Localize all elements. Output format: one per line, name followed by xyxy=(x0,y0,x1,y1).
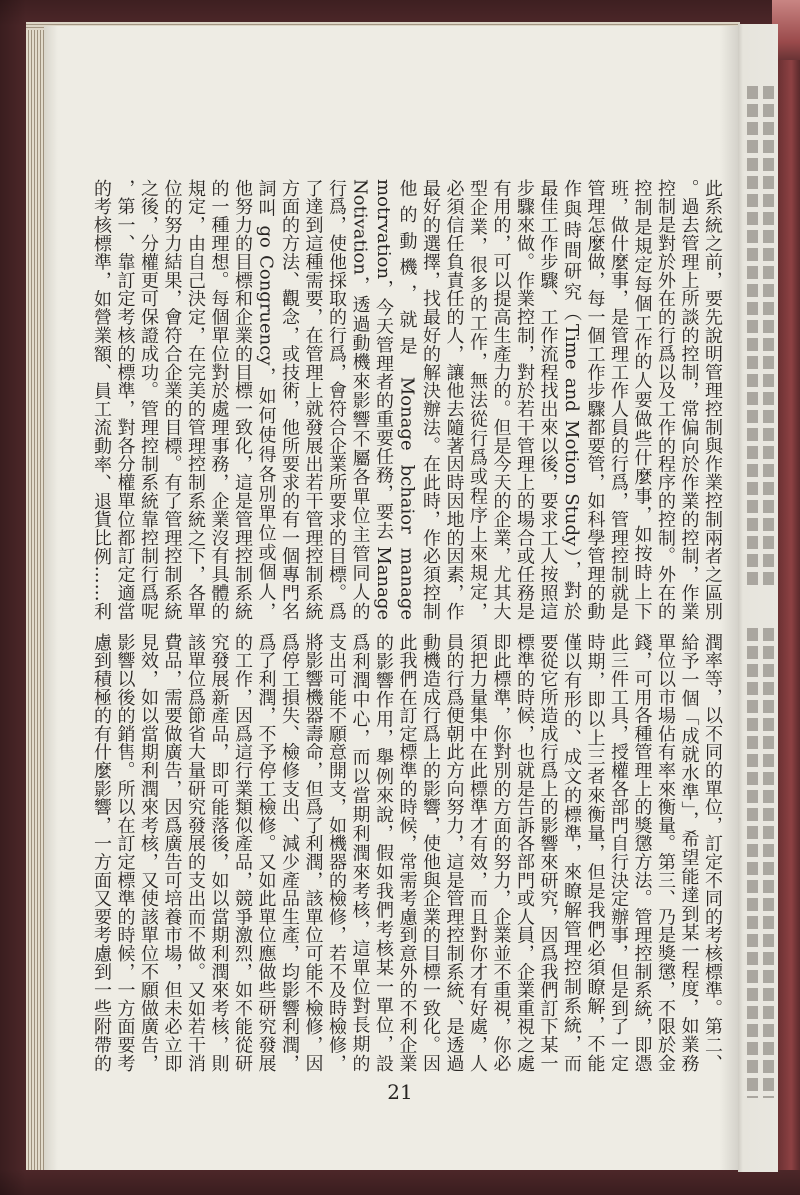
text-column: 位的努力結果，會符合企業的目標。有了管理控制系統 xyxy=(161,179,183,620)
text-column: 詞叫 go Congruency，如何使得各別單位或個人， xyxy=(255,179,277,620)
text-column: 此我們在訂定標準的時候，常需考慮到意外的不利企業 xyxy=(396,633,418,1072)
text-column: 必須信任負責任的人，讓他去隨著因時因地的因素，作 xyxy=(443,179,465,620)
text-column: motrvation，今天管理者的重要任務，要去 Manage xyxy=(373,179,394,620)
text-column: 須把力量集中在此標準才有效，而且對你才有好處，人 xyxy=(467,633,488,1072)
page-number: 21 xyxy=(387,1080,413,1104)
text-column: 有用的，可以提高生產力的。但是今天的企業，尤其大 xyxy=(490,179,512,620)
text-column: 班，做什麼事，是管理工作人員的行爲，管理控制就是 xyxy=(608,179,629,620)
text-column: 此三件工具，授權各部門自行決定辦事，但是到了一定 xyxy=(608,633,629,1072)
text-column: 的一種理想。每個單位對於處理事務，企業沒有具體的 xyxy=(208,179,230,620)
cover-right-edge xyxy=(778,60,800,1170)
text-column: 的工作，因爲這行業類似產品，競爭激烈，如不能從研 xyxy=(232,633,253,1072)
text-column: 該單位爲節省大量研究發展的支出而不做。又如若干消 xyxy=(185,633,206,1072)
text-column: 步驟來做。作業控制，對於若干管理上的場合或任務是 xyxy=(514,179,535,620)
text-column: 。過去管理上所談的控制，常偏向於作業的控制，作業 xyxy=(678,179,700,620)
text-column: 將影響機器壽命，但爲了利潤，該單位可能不檢修，因 xyxy=(302,633,324,1072)
text-column: 僅以有形的、成文的標準，來瞭解管理控制系統，而 xyxy=(561,633,582,1072)
text-column: 的影響作用，舉例來說，假如我們考核某一單位，設 xyxy=(373,633,394,1072)
facing-page-edge xyxy=(738,24,778,1172)
text-column: 作與時間研究（Time and Motion Study），對於 xyxy=(561,179,582,620)
text-column: 控制是規定每個工作的人要做些什麼事，如按時上下 xyxy=(631,179,653,620)
top-text-block xyxy=(89,179,724,620)
facing-page-text-fragment xyxy=(744,86,776,586)
text-column: 他努力的目標和企業的目標一致化，這是管理控制系統 xyxy=(232,179,253,620)
text-column: 單位以市場佔有率來衡量。第三、乃是獎懲，不限於金 xyxy=(655,633,676,1072)
bottom-text-block xyxy=(89,633,724,1072)
text-column: 此系統之前，要先說明管理控制與作業控制兩者之區別 xyxy=(702,179,723,620)
text-column: 費品，需要做廣告，因爲廣告可培養市場，但未必立即 xyxy=(161,633,183,1072)
text-column: 控制是對於外在的行爲以及工作的程序的控制。外在的 xyxy=(655,179,676,620)
text-column: 行爲，使他採取的行爲，會符合企業所要求的目標。爲 xyxy=(326,179,347,620)
text-column: Notivation，透過動機來影響不屬各單位主管同人的 xyxy=(349,179,371,620)
text-column: 給予一個「成就水準」，希望能達到某一程度，如業務 xyxy=(678,633,700,1072)
text-column: 究發展新產品，即可能落後，如以當期利潤來考核，則 xyxy=(208,633,230,1072)
facing-page-text-fragment xyxy=(744,628,776,1098)
text-column: 規定，由自己決定，在完美的管理控制系統之下，各單 xyxy=(185,179,206,620)
text-column: 型企業，很多的工作，無法從行爲或程序上來規定， xyxy=(467,179,488,620)
text-column: 爲利潤中心，而以當期利潤來考核，這單位對長期的 xyxy=(349,633,371,1072)
text-column: 錢，可用各種管理上的獎懲方法。管理控制系統，即憑 xyxy=(631,633,653,1072)
text-column: 爲停工損失、檢修支出、減少產品生產，均影響利潤， xyxy=(279,633,300,1072)
text-column: 支出可能不願意開支，如機器的檢修，若不及時檢修， xyxy=(326,633,347,1072)
text-column: 他的動機，就是 Monage bchaior manage xyxy=(396,179,418,620)
text-column: 見效，如以當期利潤來考核，又使該單位不願做廣告， xyxy=(138,633,159,1072)
text-column: 的考核標準，如營業額、員工流動率、退貨比例……利 xyxy=(91,179,112,620)
text-column: 潤率等，以不同的單位，訂定不同的考核標準。第二、 xyxy=(702,633,723,1072)
text-column: 慮到積極的有什麼影響，一方面又要考慮到一些附帶的 xyxy=(91,633,112,1072)
text-column: 標準的時候，也就是告訴各部門或人員，企業重視之處 xyxy=(514,633,535,1072)
text-column: 之後，分權更可保證成功。管理控制系統靠控制行爲呢 xyxy=(138,179,159,620)
text-column: 員的行爲便朝此方向努力，這是管理控制系統、是透過 xyxy=(443,633,465,1072)
text-column: 方面的方法、觀念，或技術，他所要求的有一個專門名 xyxy=(279,179,300,620)
text-column: 最好的選擇，找最好的解決辦法。在此時，作必須控制 xyxy=(420,179,441,620)
text-column: 即此標準，你對別的方面的努力，企業並不重視，你必 xyxy=(490,633,512,1072)
page-edges xyxy=(26,30,46,1170)
text-column: 時期，即以上三者來衡量，但是我們必須瞭解，不能 xyxy=(584,633,606,1072)
text-column: ，第一、靠訂定考核的標準，對各分權單位都訂定適當 xyxy=(114,179,136,620)
text-column: 動機造成行爲上的影響，使他與企業的目標一致化。因 xyxy=(420,633,441,1072)
text-column: 管理怎麼做，每一個工作步驟都要管，如科學管理的動 xyxy=(584,179,606,620)
text-column: 影響以後的銷售。所以在訂定標準的時候，一方面要考 xyxy=(114,633,136,1072)
text-column: 爲了利潤，不予停工檢修。又如此單位應做些研究發展 xyxy=(255,633,277,1072)
text-column: 了達到這種需要，在管理上就發展出若干管理控制系統 xyxy=(302,179,324,620)
text-column: 最佳工作步驟、工作流程找出來以後，要求工人按照這 xyxy=(537,179,559,620)
text-column: 要從它所造成行爲上的影響來研究，因爲我們訂下某一 xyxy=(537,633,559,1072)
